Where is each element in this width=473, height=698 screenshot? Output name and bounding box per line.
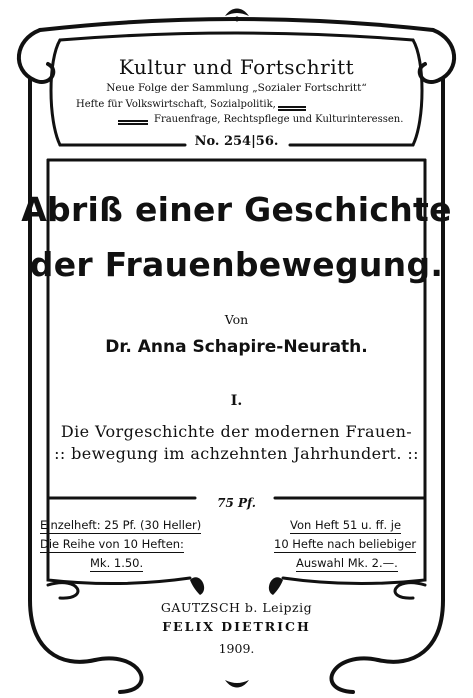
price-series-amount	[90, 556, 143, 570]
book-subtitle-line-2: :: bewegung im achzehnten Jahrhundert. ::	[54, 444, 419, 463]
book-title-line-1: Abriß einer Geschichte	[21, 190, 452, 229]
price-bulk-line-3	[296, 556, 398, 570]
price-series-amount-text: Mk. 1.50.	[90, 556, 144, 570]
publisher-place: GAUTZSCH b. Leipzig	[160, 600, 313, 615]
series-number: No. 254|56.	[194, 134, 279, 149]
series-description-line-2: Frauenfrage, Rechtspflege und Kulturinteressen.	[154, 114, 404, 125]
price-single-issue-text: Einzelheft: 25 Pf. (30 Heller)	[40, 518, 202, 532]
price-bulk-line-2	[274, 537, 416, 551]
book-title-line-2: der Frauenbewegung.	[29, 245, 444, 284]
series-subtitle: Neue Folge der Sammlung „Sozialer Fortschritt“	[106, 82, 367, 94]
price-series	[40, 537, 184, 551]
book-subtitle-line-1: Die Vorgeschichte der modernen Frauen-	[60, 422, 413, 441]
series-description-line-1: Hefte für Volkswirtschaft, Sozialpolitik,	[76, 99, 276, 110]
series-title: Kultur und Fortschritt	[118, 55, 355, 79]
author-name: Dr. Anna Schapire-Neurath.	[105, 337, 368, 357]
publication-year: 1909.	[218, 641, 255, 656]
price-bulk-line-3-text: Auswahl Mk. 2.—.	[296, 556, 398, 570]
price-single-issue	[40, 518, 201, 532]
part-number: I.	[230, 393, 243, 409]
publisher-name: FELIX DIETRICH	[162, 619, 311, 634]
price-bulk-line-2-text: 10 Hefte nach beliebiger	[274, 537, 417, 551]
price-series-text: Die Reihe von 10 Heften:	[40, 537, 184, 551]
price-bulk-line-1-text: Von Heft 51 u. ff. je	[290, 518, 402, 532]
by-label: Von	[224, 312, 249, 327]
price-bulk-line-1	[290, 518, 401, 532]
price-label: 75 Pf.	[217, 496, 256, 510]
